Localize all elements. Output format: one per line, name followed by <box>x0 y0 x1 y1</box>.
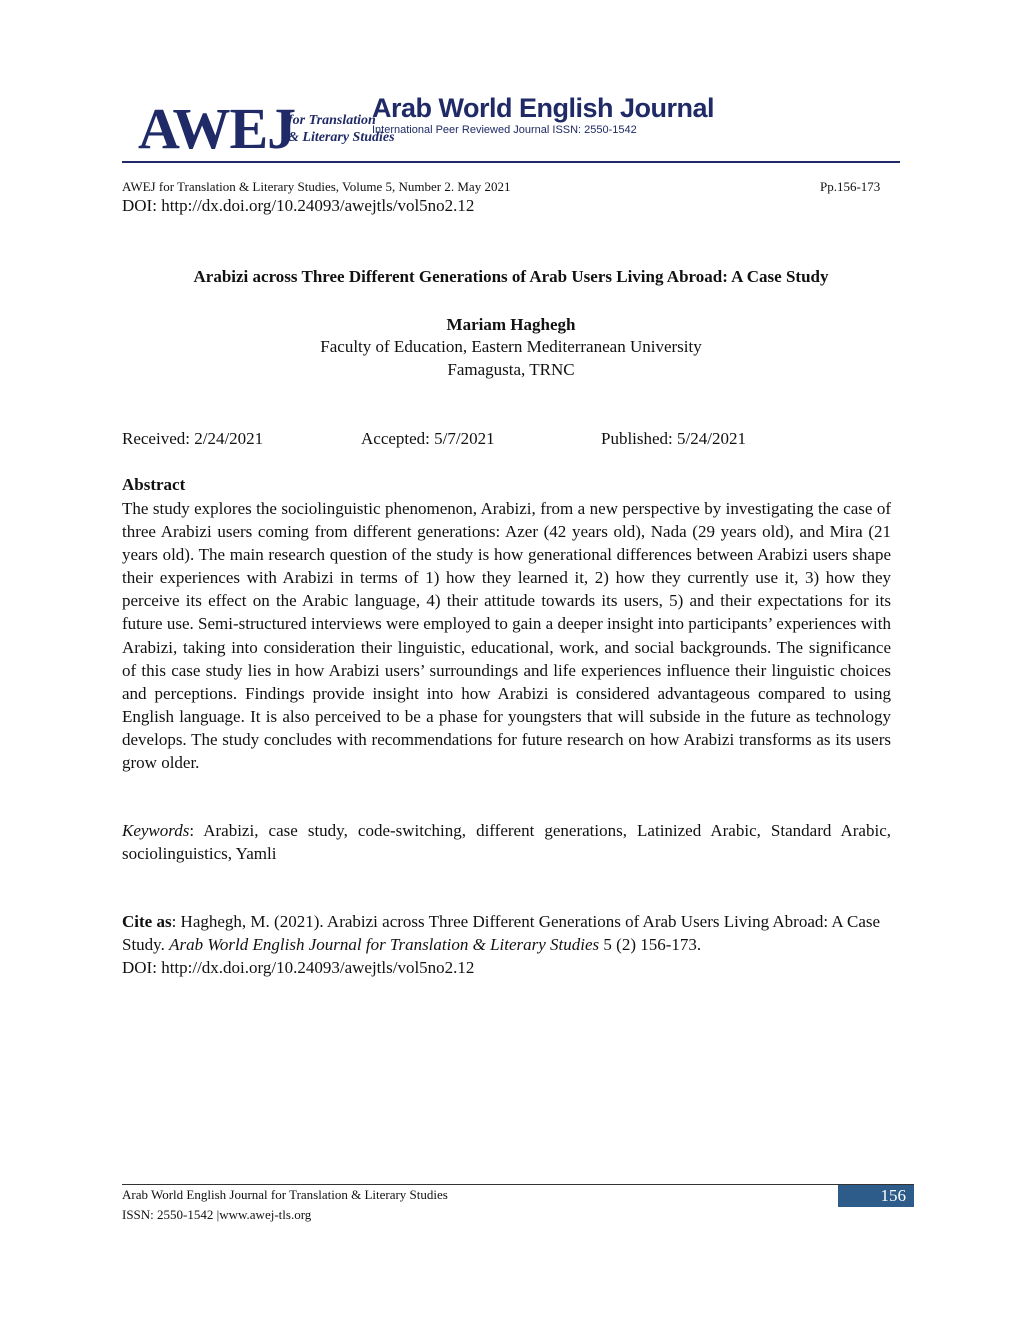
article-title: Arabizi across Three Different Generations of Arab Users Living Abroad: A Case Study <box>193 267 829 286</box>
abstract-text: The study explores the sociolinguistic phenomenon, Arabizi, from a new perspective by investigating the case of three Arabizi users coming from different generations: Azer (42 years old), Nada (29 years old), and Mira (21 years old). The main research question of the study is how generational differences between Arabizi users shape their experiences with Arabizi in terms of 1) how they learned it, 2) how they currently use it, 3) how they perceive its effect on the Arabic language, 4) their attitude towards its users, 5) and their expectations for its future use. Semi-structured interviews were employed to gain a deeper insight into participants’ experiences with Arabizi, taking into consideration their linguistic, educational, work, and social backgrounds. The significance of this case study lies in how Arabizi users’ surroundings and life experiences influence their linguistic choices and perceptions. Findings provide insight into how Arabizi is considered advantageous compared to using English language. It is also perceived to be a phase for youngsters that will subside in the future as technology develops. The study concludes with recommendations for future research on how Arabizi transforms as its users grow older. <box>122 499 891 773</box>
accepted-date: Accepted: 5/7/2021 <box>361 429 495 448</box>
page-range: Pp.156-173 <box>820 179 881 194</box>
keywords-label: Keywords <box>122 821 190 840</box>
author-location: Famagusta, TRNC <box>447 360 575 379</box>
journal-logo-title: Arab World English Journal <box>372 93 715 123</box>
header-divider <box>122 161 900 163</box>
doi-header[interactable]: DOI: http://dx.doi.org/10.24093/awejtls/vol5no2.12 <box>122 196 475 215</box>
published-date: Published: 5/24/2021 <box>601 429 746 448</box>
footer-issn: ISSN: 2550-1542 |www.awej-tls.org <box>122 1207 312 1222</box>
author-affiliation: Faculty of Education, Eastern Mediterranean University <box>320 337 702 356</box>
logo-sub-line-1: for Translation <box>288 113 376 128</box>
cite-volume: 5 (2) 156-173. <box>599 935 702 954</box>
keywords <box>122 819 891 865</box>
awej-logo: AWEJ <box>138 96 296 161</box>
abstract-heading: Abstract <box>122 475 186 494</box>
citation <box>122 910 891 979</box>
cite-journal: Arab World English Journal for Translation & Literary Studies <box>169 935 600 954</box>
cite-label: Cite as <box>122 912 172 931</box>
footer-divider <box>122 1184 914 1185</box>
page-number: 156 <box>838 1185 914 1207</box>
journal-logo-subtitle: International Peer Reviewed Journal ISSN: 2550-1542 <box>372 124 637 136</box>
cite-text: : Haghegh, M. (2021). Arabizi across Three Different Generations of Arab Users Living Abroad: A Case Study. <box>122 912 881 954</box>
keywords-list: : Arabizi, case study, code-switching, different generations, Latinized Arabic, Standard Arabic, sociolinguistics, Yamli <box>122 821 891 864</box>
journal-issue-line: AWEJ for Translation & Literary Studies, Volume 5, Number 2. May 2021 <box>122 179 511 194</box>
logo-sub-line-2: & Literary Studies <box>288 130 395 145</box>
author-name: Mariam Haghegh <box>446 315 576 334</box>
cite-doi[interactable]: DOI: http://dx.doi.org/10.24093/awejtls/vol5no2.12 <box>122 958 475 977</box>
received-date: Received: 2/24/2021 <box>122 429 264 448</box>
footer-journal: Arab World English Journal for Translation & Literary Studies <box>122 1187 448 1202</box>
